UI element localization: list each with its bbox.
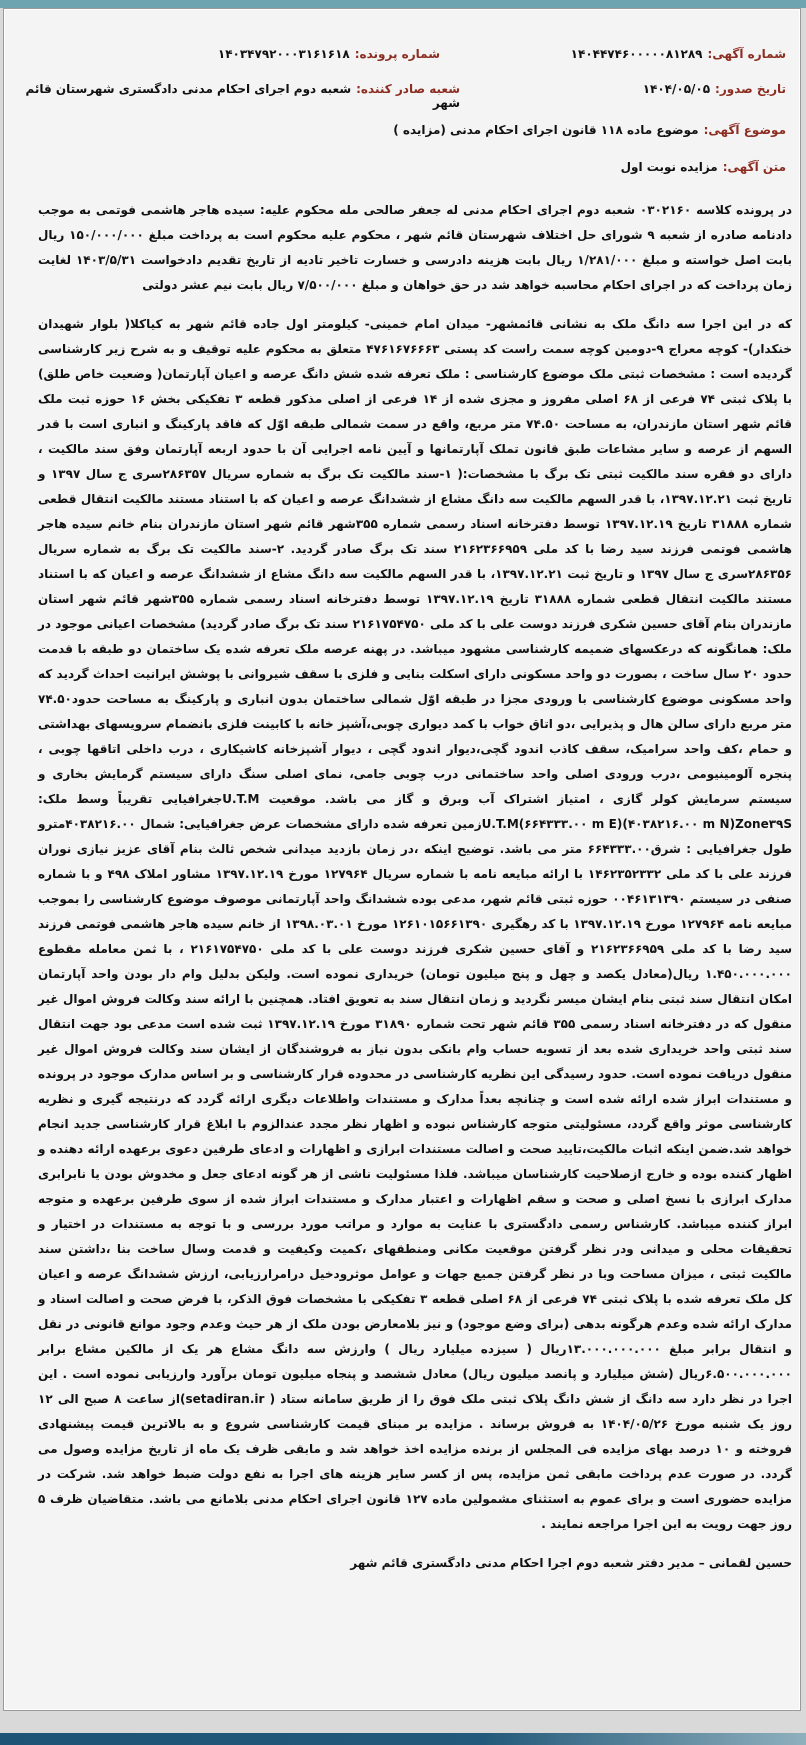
subject-label: موضوع آگهی: [703, 123, 786, 137]
ad-number-value: ۱۴۰۴۴۷۴۶۰۰۰۰۰۸۱۲۸۹ [570, 47, 703, 61]
notice-text-label: متن آگهی: [722, 160, 786, 174]
body-paragraph-2: که در این اجرا سه دانگ ملک به نشانی قائمشهر- میدان امام خمینی- کیلومتر اول جاده قائم شهر به کیاکلا( بلوار شهیدان خنکدار)- کوچه معراج ۹-دومین کوچه سمت راست کد پستی ۴۷۶۱۶۷۶۶۶۳ متعلق به محکوم علیه توقیف و به شرح زیر کارشناسی گردیده است : مشخصات ثبتی ملک موضوع کارشناسی : ملک تعرفه شده شش دانگ عرصه و اعیان آپارتمان( وضعیت خاص طلق) با پلاک ثبتی ۷۴ فرعی از ۶۸ اصلی مفروز و مجزی شده از ۱۴ فرعی از اصلی مذکور قطعه ۳ تفکیکی بخش ۱۶ حوزه ثبت ملک قائم شهر استان مازندران، به مساحت ۷۴.۵۰ متر مربع، واقع در سمت شمالی طبقه اوّل که فاقد پارکینگ و انباری است با قدر السهم از عرصه و سایر مشاعات طبق قانون تملک آپارتمانها و آیین نامه اجرایی آن با حدود اربعه آپارتمان وفق سند مالکیت ، دارای دو فقره سند مالکیت ثبتی تک برگ با مشخصات:( ۱-سند مالکیت تک برگ به شماره سریال ۲۸۶۳۵۷سری ج سال ۱۳۹۷ و تاریخ ثبت ۱۳۹۷.۱۲.۲۱، با قدر السهم مالکیت سه دانگ مشاع از ششدانگ عرصه و اعیان که با استناد مستند مالکیت انتقال قطعی شماره ۳۱۸۸۸ تاریخ ۱۳۹۷.۱۲.۱۹ توسط دفترخانه اسناد رسمی شماره ۳۵۵شهر قائم شهر استان مازندران بنام خانم سیده هاجر هاشمی فوتمی فرزند سید رضا با کد ملی ۲۱۶۲۳۶۶۹۵۹ سند تک برگ صادر گردید. ۲-سند مالکیت تک برگ به شماره سریال ۲۸۶۳۵۶سری ج سال ۱۳۹۷ و تاریخ ثبت ۱۳۹۷.۱۲.۲۱، با قدر السهم مالکیت سه دانگ مشاع از ششدانگ عرصه و اعیان که با استناد مستند مالکیت انتقال قطعی شماره ۳۱۸۸۸ تاریخ ۱۳۹۷.۱۲.۱۹ توسط دفترخانه اسناد رسمی شماره ۳۵۵شهر قائم شهر استان مازندران بنام آقای حسین شکری فرزند دوست علی با کد ملی ۲۱۶۱۷۵۴۷۵۰ سند تک برگ صادر گردید) مشخصات اعیانی موجود در ملک: همانگونه که درعکسهای ضمیمه کارشناسی مشهود میباشد. در پهنه عرصه ملک تعرفه شده یک ساختمان دو طبقه با قدمت حدود ۲۰ سال ساخت ، بصورت دو واحد مسکونی دارای اسکلت بنایی و فلزی با سقف شیروانی با پوشش ایرانیت احداث گردید که واحد مسکونی موضوع کارشناسی با ورودی مجزا در طبقه اوّل شمالی ساختمان بدون انباری و پارکینگ به مساحت حدود۷۴.۵۰ متر مربع دارای سالن هال و پذیرایی ،دو اتاق خواب با کمد دیواری چوبی،آشپز خانه با کابینت فلزی بانضمام سرویسهای بهداشتی و حمام ،کف واحد سرامیک، سقف کاذب اندود گچی،دیوار اندود گچی ، دیوار آشپزخانه کاشیکاری ، درب داخلی اتاقها چوبی ، پنجره آلومینیومی ،درب ورودی اصلی واحد ساختمانی درب چوبی جامی، نمای اصلی سنگ دارای سیستم گرمایش بخاری و سیستم سرمایش کولر گازی ، امتیاز اشتراک آب وبرق و گاز می باشد. موقعیت U.T.Mجغرافیایی تقریباً وسط ملک: U.T.M(۶۶۴۳۳۳.۰۰ m E)(۴۰۳۸۲۱۶.۰۰ m N)Zone۳۹Sزمین تعرفه شده دارای مشخصات عرض جغرافیایی: شمال ۴۰۳۸۲۱۶.۰۰مترو طول جغرافیایی : شرق۶۶۴۳۳۳.۰۰ متر می باشد. توضیح اینکه ،در زمان بازدید میدانی شخص ثالث بنام آقای عزیز نیازی نوران فرزند علی با کد ملی ۱۴۶۲۳۵۲۳۳۲ با ارائه مبایعه نامه با شماره سریال ۱۲۷۹۶۴ مورخ ۱۳۹۷.۱۲.۱۹ مشاور املاک ۴۹۸ و با شماره صنفی در سیستم ۰۰۴۶۱۳۱۳۹۰ حوزه ثبتی قائم شهر، مدعی بوده ششدانگ واحد آپارتمانی موصوف موضوع کارشناسی را بموجب مبایعه نامه ۱۲۷۹۶۴ مورخ ۱۳۹۷.۱۲.۱۹ با کد رهگیری ۱۲۶۱۰۱۵۶۶۱۳۹۰ مورخ ۱۳۹۸.۰۳.۰۱ از خانم سیده هاجر هاشمی فوتمی فرزند سید رضا با کد ملی ۲۱۶۲۳۶۶۹۵۹ و آقای حسین شکری فرزند دوست علی با کد ملی ۲۱۶۱۷۵۴۷۵۰ ، با ثمن معامله مقطوع ۱.۴۵۰.۰۰۰.۰۰۰ ریال(معادل یکصد و چهل و پنج میلیون تومان) خریداری نموده است. ولیکن بدلیل وام دار بودن واحد آپارتمان امکان انتقال سند ثبتی بنام ایشان میسر نگردید و زمان انتقال سند به تعویق افتاد. همچنین با ارائه سند وکالت فروش اموال غیر منقول که در دفترخانه اسناد رسمی ۳۵۵ قائم شهر تحت شماره ۳۱۸۹۰ مورخ ۱۳۹۷.۱۲.۱۹ ثبت شده است مدعی بود جهت انتقال سند ثبتی واحد خریداری شده بعد از تسویه حساب وام بانکی بدون نیاز به فروشندگان از ایشان سند وکالت فروش اموال غیر منقول دریافت نموده است. حدود رسیدگی این نظریه کارشناسی در محدوده قرار کارشناسی و بر اساس مدارک موجود در پرونده و مستندات ابراز شده ارائه شده است و چنانچه بعداً مدارک و مستندات واطلاعات دیگری ارائه گردد که درنتیجه گیری و نظریه کارشناسی موثر واقع گردد، مسئولیتی متوجه کارشناس نبوده و اظهار نظر مجدد عندالزوم با ابلاغ قرار کارشناسی جدید انجام خواهد شد.ضمن اینکه اثبات مالکیت،تایید صحت و اصالت مستندات ابرازی و اظهارات و ادعای طرفین دعوی برعهده ارائه دهنده و اظهار کننده بوده و خارج ازصلاحیت کارشناسان میباشد. فلذا مسئولیت ناشی از هر گونه ادعای جعل و مخدوش بودن یا نابرابری مدارک ابرازی با نسخ اصلی و صحت و سقم اظهارات و اعتبار مدارک و مستندات ابراز شده از سوی طرفین برعهده و متوجه ابراز کننده میباشد. کارشناس رسمی دادگستری با عنایت به موارد و مراتب مورد بررسی و با توجه به مستندات در اختیار و تحقیقات محلی و میدانی ودر نظر گرفتن موقعیت مکانی ومنطقهای ،کمیت وکیفیت و قدمت وسال ساخت بنا ،داشتن سند مالکیت ثبتی ، میزان مساحت وبا در نظر گرفتن جمیع جهات و عوامل موثرودخیل درامرارزیابی، ارزش ششدانگ عرصه و اعیان کل ملک تعرفه شده با پلاک ثبتی ۷۴ فرعی از ۶۸ اصلی قطعه ۳ تفکیکی با مشخصات فوق الذکر، با فرض صحت و اصالت اسناد و مدارک ارائه شده وعدم هرگونه بدهی (برای وضع موجود) و نیز بلامعارض بودن ملک از هر حیث وعدم وجود موانع قانونی در نقل و انتقال برابر مبلغ ۱۳.۰۰۰.۰۰۰.۰۰۰ریال ( سیزده میلیارد ریال ) وارزش سه دانگ مشاع هر یک از مالکین مشاع برابر ۶.۵۰۰.۰۰۰.۰۰۰ریال (شش میلیارد و پانصد میلیون ریال) معادل ششصد و پنجاه میلیون تومان برآورد وارزیابی نموده است . این اجرا در نظر دارد سه دانگ از شش دانگ پلاک ثبتی ملک فوق را از طریق سامانه ستاد ( setadiran.ir)از ساعت ۸ صبح الی ۱۲ روز یک شنبه مورخ ۱۴۰۴/۰۵/۲۶ به فروش برساند . مزایده بر مبنای قیمت کارشناسی شروع و به بالاترین قیمت پیشنهادی فروخته و ۱۰ درصد بهای مزایده فی المجلس از برنده مزایده اخذ خواهد شد و مابقی ظرف یک ماه از تاریخ مزایده وصول می گردد. در صورت عدم پرداخت مابقی ثمن مزایده، پس از کسر سایر هزینه های اجرا به نفع دولت ضبط خواهد شد. شرکت در مزایده حضوری است و برای عموم به استثنای مشمولین ماده ۱۲۷ قانون اجرای احکام مدنی بلامانع می باشد. متقاضیان ظرف ۵ روز جهت رویت به این اجرا مراجعه نمایند . [38, 317, 793, 1531]
issuer-value: شعبه دوم اجرای احکام مدنی دادگستری شهرستان قائم شهر [25, 82, 460, 110]
taskbar [0, 1733, 806, 1745]
case-number-label: شماره پرونده: [354, 47, 440, 61]
ad-number [486, 47, 786, 61]
issue-date-label: تاریخ صدور: [715, 82, 786, 96]
ad-number-label: شماره آگهی: [707, 47, 786, 61]
issue-date-value: ۱۴۰۴/۰۵/۰۵ [642, 82, 711, 96]
issue-date [486, 82, 786, 96]
signature: حسین لقمانی – مدیر دفتر شعبه دوم اجرا احکام مدنی دادگستری قائم شهر [350, 1556, 792, 1570]
notice-body [38, 198, 792, 1590]
case-number [40, 47, 440, 61]
issuer [20, 82, 460, 110]
notice-text-title [26, 160, 786, 174]
subject [26, 123, 786, 137]
subject-value: موضوع ماده ۱۱۸ قانون اجرای احکام مدنی (مزایده ) [393, 123, 699, 137]
notice-text-value: مزایده نوبت اول [620, 160, 718, 174]
window-top-bar [0, 0, 806, 8]
body-paragraph-1: در پرونده کلاسه ۰۳۰۲۱۶۰ شعبه دوم اجرای احکام مدنی له جعفر صالحی مله محکوم علیه: سیده هاجر هاشمی فوتمی به موجب دادنامه صادره از شعبه ۹ شورای حل اختلاف شهرستان قائم شهر ، محکوم علیه محکوم است به پرداخت مبلغ ۱۵۰/۰۰۰/۰۰۰ ریال بابت اصل خواسته و مبلغ ۱/۲۸۱/۰۰۰ ریال بابت هزینه دادرسی و خسارت تاخیر تادیه از تاریخ تقدیم دادخواست ۱۴۰۳/۵/۳۱ لغایت زمان پرداخت که در اجرای احکام محاسبه خواهد شد در حق خواهان و مبلغ ۷/۵۰۰/۰۰۰ ریال بابت نیم عشر دولتی [38, 203, 793, 292]
case-number-value: ۱۴۰۳۴۷۹۲۰۰۰۳۱۶۱۶۱۸ [217, 47, 350, 61]
issuer-label: شعبه صادر کننده: [356, 82, 460, 96]
